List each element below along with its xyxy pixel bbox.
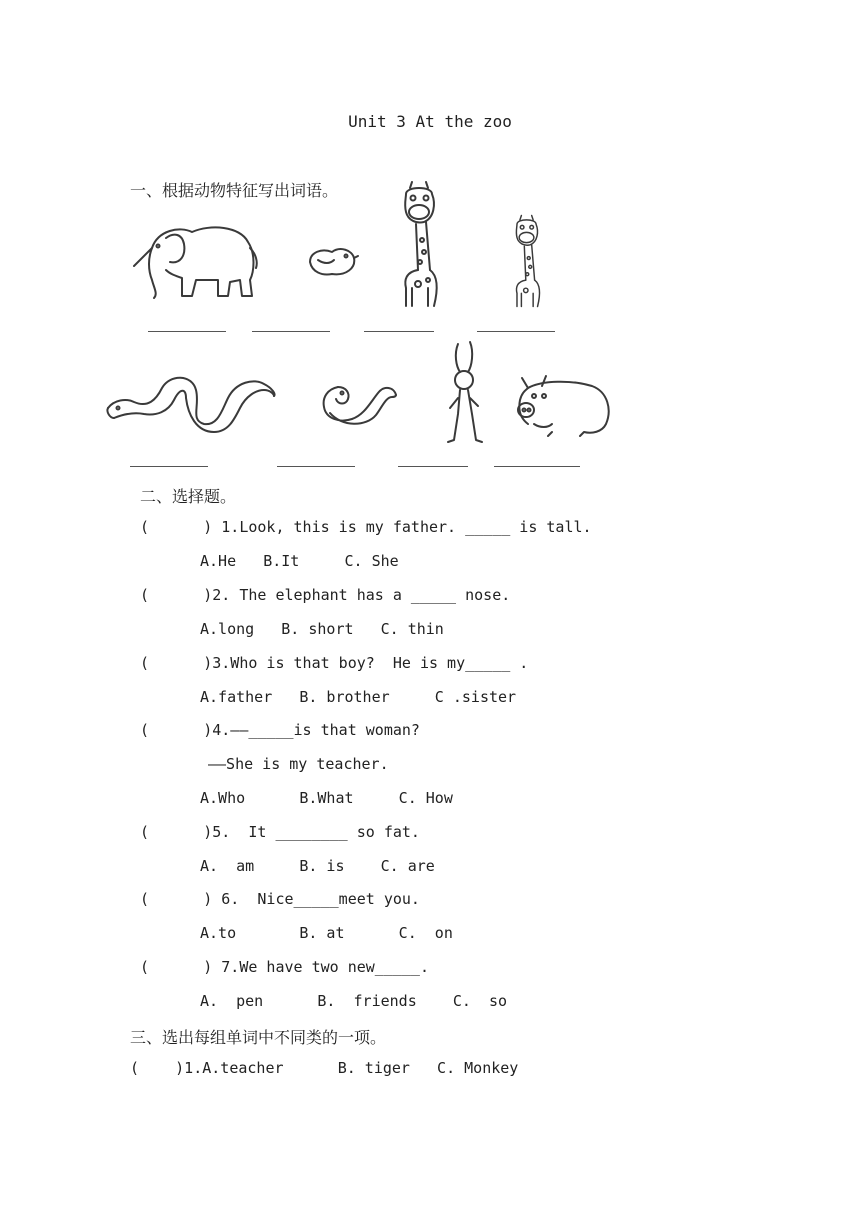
- answer-blank[interactable]: [477, 331, 555, 332]
- question-5-options: A. am B. is C. are: [200, 857, 435, 875]
- question-5-stem: ( )5. It ________ so fat.: [140, 823, 420, 841]
- answer-blank[interactable]: [277, 466, 355, 467]
- page-title: Unit 3 At the zoo: [348, 112, 512, 131]
- question-3-options: A.father B. brother C .sister: [200, 688, 517, 706]
- answer-blank[interactable]: [364, 331, 434, 332]
- question-1-stem: ( ) 1.Look, this is my father. _____ is tall.: [140, 518, 592, 536]
- section2-heading: 二、选择题。: [140, 487, 237, 506]
- question-3-stem: ( )3.Who is that boy? He is my_____ .: [140, 654, 529, 672]
- question-2-stem: ( )2. The elephant has a _____ nose.: [140, 586, 511, 604]
- question-4-sub: ——She is my teacher.: [208, 755, 389, 773]
- elephant-picture: [130, 218, 260, 300]
- question-4-stem: ( )4.——_____is that woman?: [140, 721, 420, 739]
- answer-blank[interactable]: [252, 331, 330, 332]
- question-6-stem: ( ) 6. Nice_____meet you.: [140, 890, 420, 908]
- section1-heading: 一、根据动物特征写出词语。: [130, 181, 339, 200]
- rabbit-picture: [444, 340, 484, 444]
- giraffe-picture-small: [510, 214, 546, 308]
- snake-picture-small: [320, 383, 398, 429]
- pig-picture: [512, 370, 612, 438]
- snake-picture-large: [104, 370, 278, 434]
- question-4-options: A.Who B.What C. How: [200, 789, 453, 807]
- question-6-options: A.to B. at C. on: [200, 924, 453, 942]
- answer-blank[interactable]: [148, 331, 226, 332]
- answer-blank[interactable]: [398, 466, 468, 467]
- question-2-options: A.long B. short C. thin: [200, 620, 444, 638]
- question-7-stem: ( ) 7.We have two new_____.: [140, 958, 429, 976]
- question-1-options: A.He B.It C. She: [200, 552, 399, 570]
- section3-question-1: ( )1.A.teacher B. tiger C. Monkey: [130, 1059, 519, 1077]
- question-7-options: A. pen B. friends C. so: [200, 992, 508, 1010]
- section3-heading: 三、选出每组单词中不同类的一项。: [130, 1028, 387, 1047]
- giraffe-picture-large: [398, 180, 444, 308]
- chick-picture: [304, 244, 358, 280]
- answer-blank[interactable]: [494, 466, 580, 467]
- answer-blank[interactable]: [130, 466, 208, 467]
